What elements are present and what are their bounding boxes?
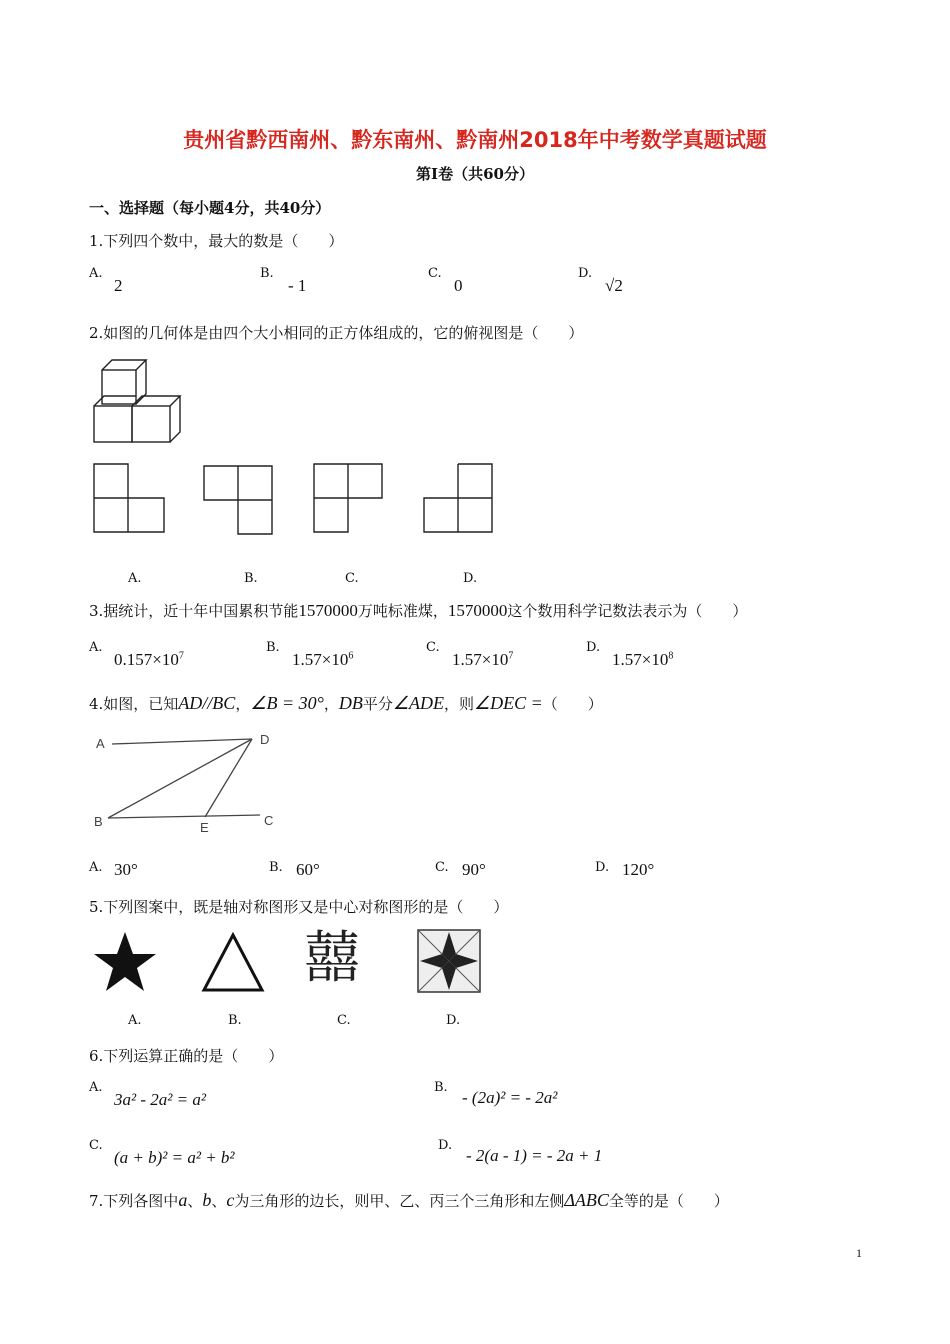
q1-option-b: - 1 <box>288 276 307 295</box>
q4-stem-b: 平分 <box>362 695 393 713</box>
q4-math-db: DB <box>338 693 363 713</box>
q6-option-c: (a + b)² = a² + b² <box>114 1148 235 1167</box>
q4-point-c: C <box>264 813 274 828</box>
question-6-stem: 6.下列运算正确的是（ ） <box>89 1047 284 1065</box>
q4-stem-a: 4.如图，已知 <box>89 695 179 713</box>
question-5-stem: 5.下列图案中，既是轴对称图形又是中心对称图形的是（ ） <box>89 898 509 916</box>
q7-sep-1: 、 <box>187 1192 203 1210</box>
q4-point-b: B <box>94 814 103 829</box>
q6-option-d: - 2(a - 1) = - 2a + 1 <box>466 1146 603 1165</box>
question-4-stem <box>89 693 603 714</box>
q1-option-c: 0 <box>454 276 463 295</box>
q3-stem-a: 3.据统计，近十年中国累积节能 <box>89 602 299 620</box>
question-2-stem: 2.如图的几何体是由四个大小相同的正方体组成的，它的俯视图是（ ） <box>89 324 584 342</box>
question-1-stem: 1.下列四个数中，最大的数是（ ） <box>89 232 344 250</box>
q3-option-d: $1.57\times 10^8$ <box>612 650 674 669</box>
q4-point-d: D <box>260 732 270 747</box>
q7-stem-b: 为三角形的边长，则甲、乙、丙三个三角形和左侧 <box>234 1192 565 1210</box>
q2-option-c-figure <box>312 462 386 534</box>
q4-math-angle-b: ∠B = 30° <box>250 693 324 713</box>
q7-var-b: b <box>202 1190 212 1210</box>
q4-point-e: E <box>200 820 209 835</box>
q4-option-d: 120° <box>622 860 655 879</box>
q3-number-1: 1570000 <box>298 601 358 620</box>
page-title: 贵州省黔西南州、黔东南州、黔南州2018年中考数学真题试题 <box>183 128 767 152</box>
q4-figure <box>90 728 290 838</box>
q4-sep-2: ， <box>323 695 339 713</box>
q5-label-d: D. <box>446 1013 461 1028</box>
q6-option-b: - (2a)² = - 2a² <box>462 1088 558 1107</box>
q2-label-d: D. <box>463 571 478 586</box>
q6-option-a: 3a² - 2a² = a² <box>114 1090 206 1109</box>
q7-stem-a: 7.下列各图中 <box>89 1192 179 1210</box>
q5-triangle-figure <box>200 930 266 994</box>
q3-label-b: B. <box>266 640 280 655</box>
q5-double-happiness-glyph: 囍 <box>304 926 360 991</box>
page-number: 1 <box>856 1246 862 1260</box>
q4-label-a: A. <box>89 860 103 875</box>
q1-label-b: B. <box>260 266 274 281</box>
q4-label-d: D. <box>595 860 610 875</box>
q4-sep-1: ， <box>235 695 251 713</box>
section-heading: 一、选择题（每小题4分，共40分） <box>89 199 331 217</box>
q6-label-a: A. <box>89 1080 103 1095</box>
q5-star-figure <box>92 930 158 994</box>
question-3-stem <box>89 600 747 621</box>
q4-math-parallel: AD//BC <box>178 693 236 713</box>
q6-label-d: D. <box>438 1138 453 1153</box>
q5-label-c: C. <box>337 1013 351 1028</box>
q2-solid-figure <box>88 354 192 446</box>
q7-triangle-abc: ΔABC <box>564 1190 609 1210</box>
q2-label-a: A. <box>128 571 142 586</box>
q1-label-a: A. <box>89 266 103 281</box>
q5-label-b: B. <box>228 1013 242 1028</box>
q2-option-a-figure <box>92 462 166 534</box>
q4-math-angle-ade: ∠ADE <box>392 693 444 713</box>
q3-option-a: $0.157\times 10^7$ <box>114 650 184 669</box>
q4-label-b: B. <box>269 860 283 875</box>
q3-stem-c: 这个数用科学记数法表示为（ ） <box>507 602 748 620</box>
q3-label-d: D. <box>586 640 601 655</box>
q3-number-2: 1570000 <box>447 601 508 620</box>
volume-heading: 第Ⅰ卷（共60分） <box>416 165 534 183</box>
q1-option-a: 2 <box>114 276 123 295</box>
q4-stem-c: ，则 <box>443 695 474 713</box>
q6-label-c: C. <box>89 1138 103 1153</box>
q2-label-b: B. <box>244 571 258 586</box>
q7-stem-c: 全等的是（ ） <box>608 1192 729 1210</box>
q2-option-d-figure <box>422 462 496 534</box>
q7-var-c: c <box>226 1190 235 1210</box>
q3-option-b: $1.57\times 10^6$ <box>292 650 354 669</box>
q2-option-b-figure <box>202 464 276 536</box>
q3-label-a: A. <box>89 640 103 655</box>
q3-label-c: C. <box>426 640 440 655</box>
q1-option-d: √2 <box>605 276 623 295</box>
question-7-stem <box>89 1190 729 1211</box>
q4-option-c: 90° <box>462 860 486 879</box>
q5-label-a: A. <box>128 1013 142 1028</box>
q7-sep-2: 、 <box>211 1192 227 1210</box>
q7-var-a: a <box>178 1190 188 1210</box>
q1-label-d: D. <box>578 266 593 281</box>
q4-stem-d: （ ） <box>542 695 603 713</box>
q2-label-c: C. <box>345 571 359 586</box>
q4-option-a: 30° <box>114 860 138 879</box>
q6-label-b: B. <box>434 1080 448 1095</box>
q4-label-c: C. <box>435 860 449 875</box>
q5-pattern-figure <box>416 928 482 994</box>
q4-math-angle-dec: ∠DEC = <box>474 693 543 713</box>
q1-label-c: C. <box>428 266 442 281</box>
q3-stem-b: 万吨标准煤， <box>357 602 448 620</box>
q3-option-c: $1.57\times 10^7$ <box>452 650 514 669</box>
q4-option-b: 60° <box>296 860 320 879</box>
q4-point-a: A <box>96 736 105 751</box>
